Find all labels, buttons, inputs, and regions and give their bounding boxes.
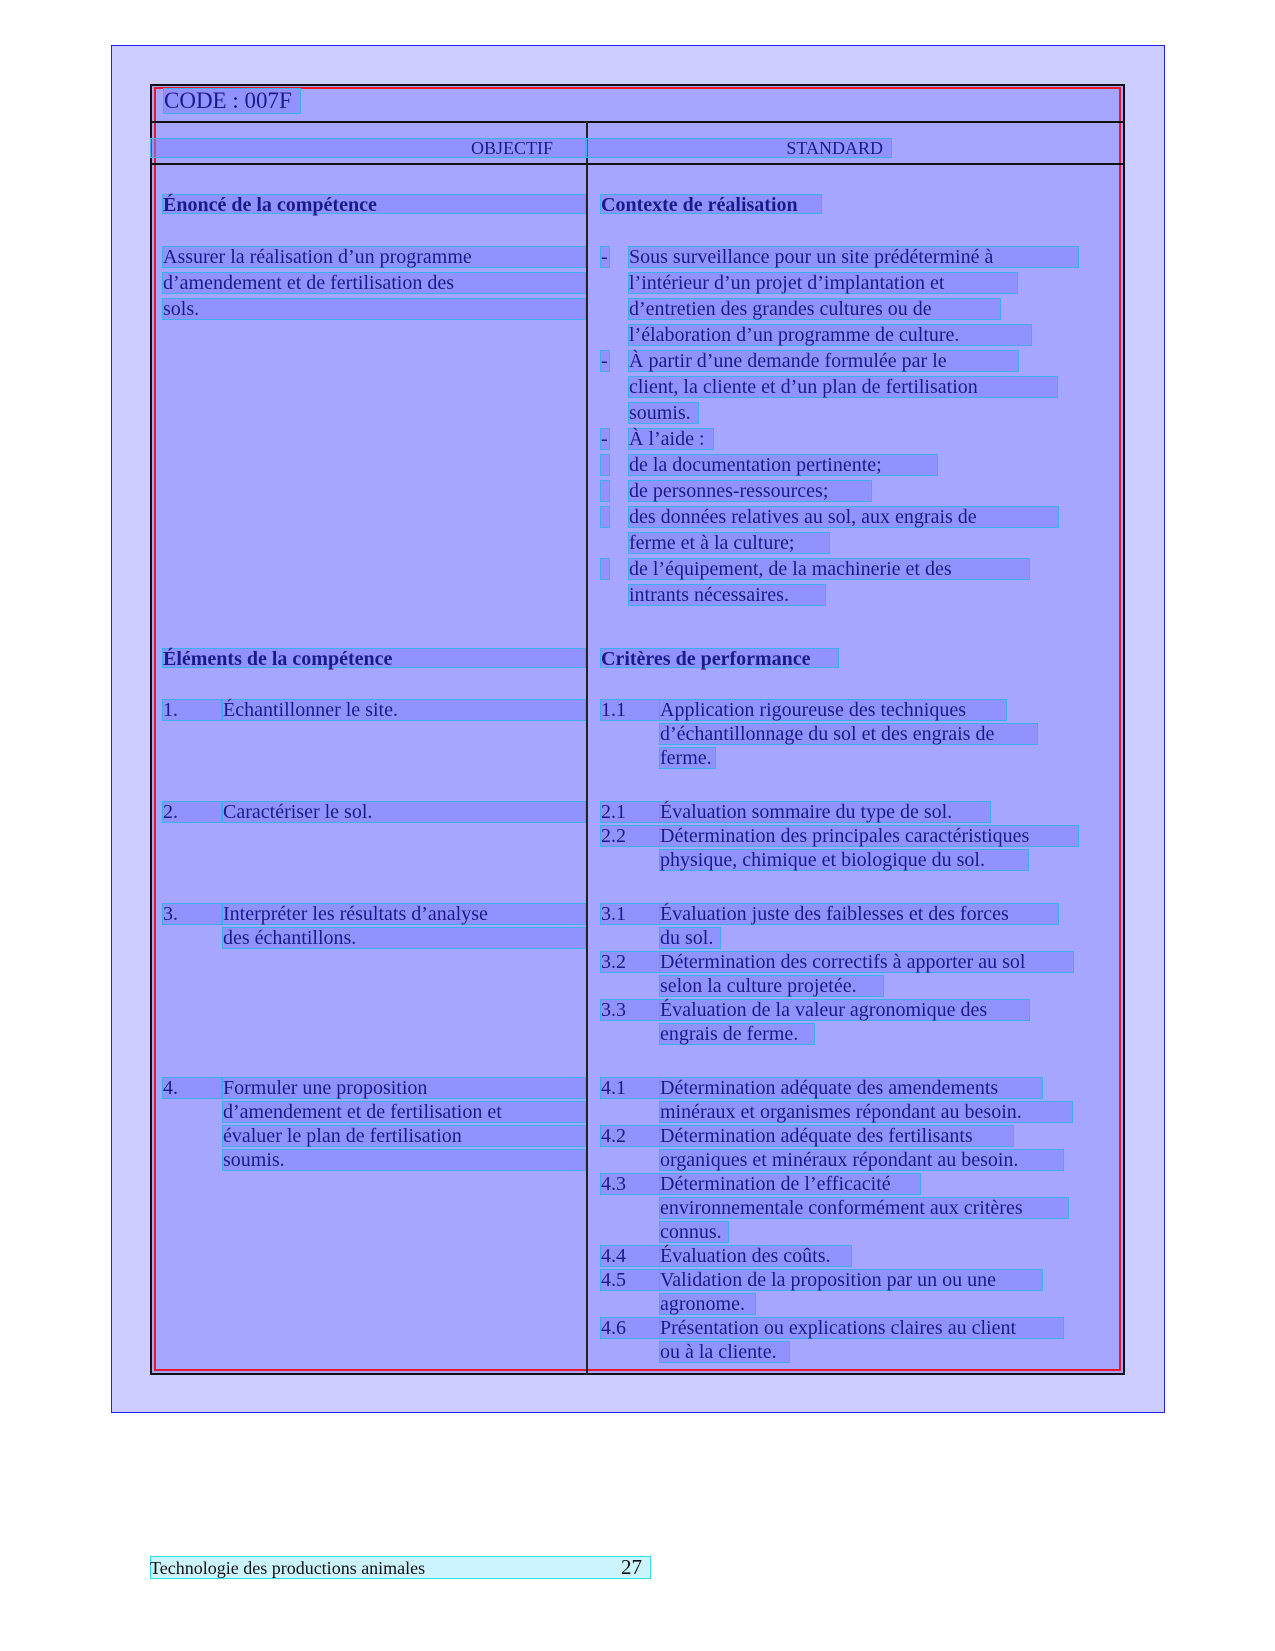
- critere-1-1-line-1: Application rigoureuse des techniques: [659, 699, 1007, 721]
- critere-2-1-num: 2.1: [600, 801, 660, 823]
- element-3-num: 3.: [162, 903, 222, 925]
- contexte-sub-3-line-2: ferme et à la culture;: [628, 532, 830, 554]
- element-3-line-2: des échantillons.: [222, 927, 586, 949]
- critere-4-5-num: 4.5: [600, 1269, 660, 1291]
- contexte-heading: Contexte de réalisation: [600, 194, 822, 214]
- column-header-objectif: OBJECTIF: [150, 138, 586, 158]
- criteres-heading: Critères de performance: [600, 648, 839, 668]
- critere-3-3-line-1: Évaluation de la valeur agronomique des: [659, 999, 1030, 1021]
- enonce-line-1: Assurer la réalisation d’un programme: [162, 246, 586, 268]
- critere-3-3-num: 3.3: [600, 999, 660, 1021]
- element-1-line-1: Échantillonner le site.: [222, 699, 586, 721]
- critere-3-1-num: 3.1: [600, 903, 660, 925]
- critere-2-2-line-2: physique, chimique et biologique du sol.: [659, 849, 1029, 871]
- critere-3-2-line-2: selon la culture projetée.: [659, 975, 884, 997]
- contexte-1-line-2: l’intérieur d’un projet d’implantation et: [628, 272, 1018, 294]
- elements-heading: Éléments de la compétence: [162, 648, 586, 668]
- critere-3-1-line-2: du sol.: [659, 927, 721, 949]
- critere-3-3-line-2: engrais de ferme.: [659, 1023, 815, 1045]
- element-2-num: 2.: [162, 801, 222, 823]
- element-3-line-1: Interpréter les résultats d’analyse: [222, 903, 586, 925]
- critere-4-4-num: 4.4: [600, 1245, 660, 1267]
- contexte-1-line-3: d’entretien des grandes cultures ou de: [628, 298, 1001, 320]
- element-4-line-3: évaluer le plan de fertilisation: [222, 1125, 586, 1147]
- critere-3-1-line-1: Évaluation juste des faiblesses et des forces: [659, 903, 1059, 925]
- critere-4-3-line-3: connus.: [659, 1221, 729, 1243]
- critere-3-2-num: 3.2: [600, 951, 660, 973]
- critere-4-2-num: 4.2: [600, 1125, 660, 1147]
- contexte-1-line-1: Sous surveillance pour un site prédéterminé à: [628, 246, 1079, 268]
- subheader-divider: [150, 163, 1125, 165]
- critere-4-4-line-1: Évaluation des coûts.: [659, 1245, 852, 1267]
- critere-2-1-line-1: Évaluation sommaire du type de sol.: [659, 801, 991, 823]
- enonce-line-2: d’amendement et de fertilisation des: [162, 272, 586, 294]
- critere-4-3-line-2: environnementale conformément aux critères: [659, 1197, 1069, 1219]
- critere-4-2-line-1: Détermination adéquate des fertilisants: [659, 1125, 1014, 1147]
- contexte-sub-2: de personnes-ressources;: [628, 480, 872, 502]
- critere-4-1-num: 4.1: [600, 1077, 660, 1099]
- critere-4-1-line-1: Détermination adéquate des amendements: [659, 1077, 1043, 1099]
- contexte-bullet-3: -: [600, 428, 610, 450]
- critere-4-1-line-2: minéraux et organismes répondant au besoin.: [659, 1101, 1073, 1123]
- enonce-heading: Énoncé de la compétence: [162, 194, 586, 214]
- code-label: CODE : 007F: [163, 88, 301, 114]
- critere-4-6-num: 4.6: [600, 1317, 660, 1339]
- contexte-bullet-1: -: [600, 246, 610, 268]
- contexte-1-line-4: l’élaboration d’un programme de culture.: [628, 324, 1032, 346]
- critere-1-1-line-2: d’échantillonnage du sol et des engrais de: [659, 723, 1038, 745]
- contexte-bullet-2: -: [600, 350, 610, 372]
- critere-4-5-line-1: Validation de la proposition par un ou une: [659, 1269, 1043, 1291]
- element-4-line-1: Formuler une proposition: [222, 1077, 586, 1099]
- contexte-sub-marker-2: [600, 480, 610, 502]
- contexte-sub-3-line-1: des données relatives au sol, aux engrais de: [628, 506, 1059, 528]
- contexte-2-line-3: soumis.: [628, 402, 699, 424]
- column-divider: [586, 121, 588, 1375]
- critere-1-1-num: 1.1: [600, 699, 660, 721]
- critere-3-2-line-1: Détermination des correctifs à apporter au sol: [659, 951, 1074, 973]
- critere-4-2-line-2: organiques et minéraux répondant au besoin.: [659, 1149, 1064, 1171]
- contexte-sub-marker-3: [600, 506, 610, 528]
- critere-2-2-line-1: Détermination des principales caractéristiques: [659, 825, 1079, 847]
- element-1-num: 1.: [162, 699, 222, 721]
- contexte-3-line-1: À l’aide :: [628, 428, 714, 450]
- element-2-line-1: Caractériser le sol.: [222, 801, 586, 823]
- page-number: 27: [621, 1555, 642, 1579]
- critere-4-5-line-2: agronome.: [659, 1293, 756, 1315]
- contexte-sub-4-line-2: intrants nécessaires.: [628, 584, 826, 606]
- header-divider: [150, 121, 1125, 123]
- critere-4-6-line-1: Présentation ou explications claires au client: [659, 1317, 1064, 1339]
- contexte-sub-marker-1: [600, 454, 610, 476]
- critere-2-2-num: 2.2: [600, 825, 660, 847]
- critere-4-3-num: 4.3: [600, 1173, 660, 1195]
- footer-title: Technologie des productions animales: [150, 1558, 426, 1578]
- enonce-line-3: sols.: [162, 298, 586, 320]
- element-4-line-2: d’amendement et de fertilisation et: [222, 1101, 586, 1123]
- element-4-num: 4.: [162, 1077, 222, 1099]
- contexte-sub-marker-4: [600, 558, 610, 580]
- contexte-sub-1: de la documentation pertinente;: [628, 454, 938, 476]
- contexte-2-line-2: client, la cliente et d’un plan de fertilisation: [628, 376, 1058, 398]
- critere-1-1-line-3: ferme.: [659, 747, 716, 769]
- contexte-sub-4-line-1: de l’équipement, de la machinerie et des: [628, 558, 1030, 580]
- element-4-line-4: soumis.: [222, 1149, 586, 1171]
- critere-4-6-line-2: ou à la cliente.: [659, 1341, 790, 1363]
- contexte-2-line-1: À partir d’une demande formulée par le: [628, 350, 1019, 372]
- critere-4-3-line-1: Détermination de l’efficacité: [659, 1173, 921, 1195]
- column-header-standard: STANDARD: [586, 138, 892, 158]
